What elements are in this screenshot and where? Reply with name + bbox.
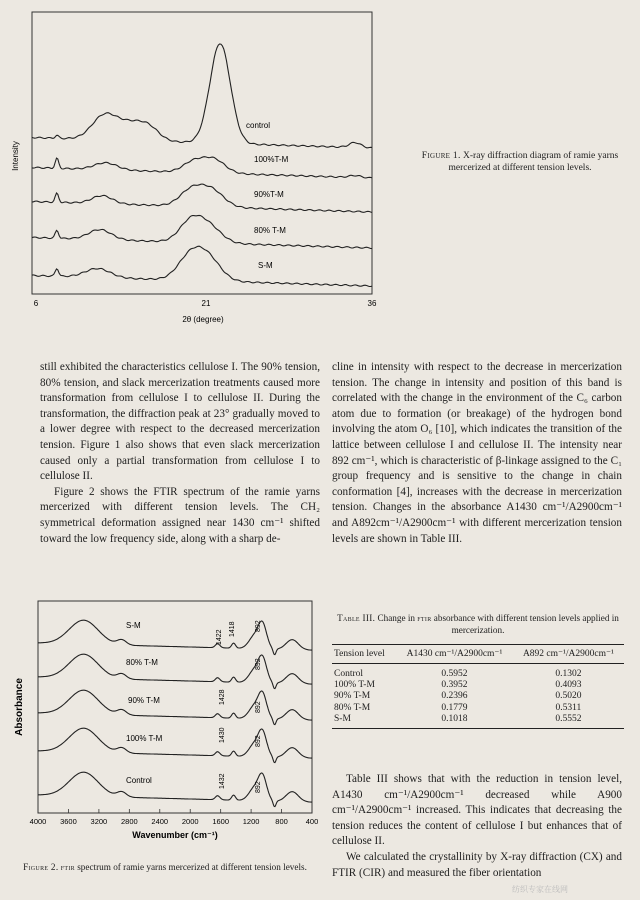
x-tick-label: 4000 — [29, 817, 47, 826]
xrd-curve — [32, 215, 372, 248]
figure-1-caption-text: X-ray diffraction diagram of ramie yarns mercerized at different tension levels. — [448, 151, 619, 173]
table-cell: 0.4093 — [555, 680, 582, 691]
ftir-peak-label: 1422 — [216, 629, 223, 645]
figure-1-caption-label: Figure 1. — [421, 151, 461, 161]
xrd-curve-label: 80% T-M — [254, 226, 286, 235]
table-3-caption-pre: Change in — [377, 613, 415, 623]
table-cell: S-M — [334, 713, 351, 724]
table-row — [332, 702, 624, 713]
ftir-x-ticks — [30, 809, 318, 826]
xrd-curve — [32, 246, 372, 286]
ftir-peak-labels — [216, 620, 262, 793]
ftir-curve — [38, 620, 312, 654]
figure-1-xrd-plot — [8, 6, 398, 346]
body-text-right-column-lower — [332, 772, 622, 881]
xrd-curve — [32, 44, 372, 148]
table-row — [332, 680, 624, 691]
x-tick-21: 21 — [201, 299, 211, 308]
ftir-curve-label: 90% T-M — [128, 696, 160, 705]
ftir-curve — [38, 654, 312, 688]
paragraph-left-2: Figure 2 shows the FTIR spectrum of the ramie yarns mercerized with different tension levels. The CH₂ symmetrical deformation assigned near 1430 cm⁻¹ shifted toward the low frequency side, along with a sharp de- — [40, 485, 320, 545]
ftir-curve-label: S-M — [126, 621, 141, 630]
table-cell: 0.5952 — [441, 669, 468, 679]
figure-1-xlabel: 2θ (degree) — [182, 315, 224, 324]
ftir-peak-label: 892 — [255, 620, 262, 632]
figure-2-caption-sc: ftir — [60, 862, 75, 872]
table-cell: 0.2396 — [441, 691, 468, 702]
table-cell: 0.5552 — [555, 713, 582, 724]
x-tick-label: 2000 — [181, 817, 199, 826]
xrd-curve — [32, 157, 372, 178]
table-cell: 0.5020 — [555, 691, 582, 702]
ftir-peak-label: 1428 — [219, 689, 226, 705]
x-tick-label: 1600 — [212, 817, 230, 826]
plot-frame — [32, 12, 372, 294]
table-cell: 0.3952 — [441, 680, 468, 691]
paragraph-right-2: Table III shows that with the reduction in tension level, A1430 cm⁻¹/A2900cm⁻¹ decreased while A900 cm⁻¹/A2900cm⁻¹ increased. This indicates that decreasing the tension reduces the content of cellulose I but enhances that of cellulose II. — [332, 773, 622, 848]
table-cell: 90% T-M — [334, 691, 371, 702]
ftir-peak-label: 892 — [255, 701, 262, 713]
ftir-curves — [38, 620, 312, 806]
plot-frame — [38, 601, 312, 813]
x-tick-label: 2800 — [120, 817, 138, 826]
x-tick-label: 400 — [305, 817, 318, 826]
ftir-peak-label: 1430 — [219, 727, 226, 743]
ftir-curve — [38, 772, 312, 806]
table-3 — [332, 644, 624, 729]
table-cell: 80% T-M — [334, 702, 371, 713]
paragraph-right-1: cline in intensity with respect to the decrease in mercerization tension. The change in intensity and position of this band is correlated with the change in the environment of the C₆ carbon atom due to formation (or breakage) of the hydrogen bond involving the atom O₆ [10], which indicates the transition of the lattice between cellulose I and cellulose II. The intensity near 892 cm⁻¹, which is characteristic of β-linkage assigned to the C₁ group frequency and is sensitive to the change in chain conformation [4], increases with the decrease in mercerization tension. Changes in the absorbance A1430 cm⁻¹/A2900cm⁻¹ and A892cm⁻¹/A2900cm⁻¹ with different mercerization tension levels are shown in Table III. — [332, 361, 622, 545]
ftir-peak-label: 892 — [255, 781, 262, 793]
ftir-curve — [38, 728, 312, 762]
table-3-caption-sc: ftir — [417, 613, 432, 623]
x-tick-label: 3600 — [60, 817, 77, 826]
body-text-left-column — [40, 360, 320, 547]
paragraph-left-1: still exhibited the characteristics cellulose I. The 90% tension, 80% tension, and slack mercerization treatments caused more transformation from cellulose I to cellulose II. During the transformation, the diffraction peak at 23° gradually moved to a lower degree with respect to the decreased mercerization tension. Figure 1 also shows that even slack mercerization caused only a partial transformation from cellulose I to cellulose II. — [40, 361, 320, 483]
watermark: 纺织专家在线网 — [512, 885, 568, 894]
table-3-caption-post: absorbance with different tension levels applied in mercerization. — [433, 613, 619, 635]
ftir-curve-label: Control — [126, 776, 152, 785]
xrd-curve-label: 90%T-M — [254, 190, 284, 199]
x-tick-36: 36 — [367, 299, 377, 308]
table-row — [332, 664, 624, 680]
figure-1-ylabel: Intensity — [11, 141, 20, 171]
table-cell: 0.1779 — [441, 702, 468, 713]
figure-2-ylabel: Absorbance — [14, 678, 25, 736]
xrd-curve-label: S-M — [258, 261, 273, 270]
figure-2-ftir-plot — [8, 595, 318, 850]
table-row — [332, 713, 624, 728]
figure-2-caption-label: Figure 2. — [23, 862, 59, 872]
table-header-a1430: A1430 cm⁻¹/A2900cm⁻¹ — [406, 649, 503, 659]
ftir-peak-label: 1432 — [219, 773, 226, 789]
xrd-curve-label: control — [246, 121, 271, 130]
figure-1-caption — [420, 150, 620, 174]
xrd-curves — [32, 44, 372, 287]
figure-2-xlabel: Wavenumber (cm⁻¹) — [132, 830, 218, 840]
figure-2-caption-text: spectrum of ramie yarns mercerized at different tension levels. — [77, 862, 307, 872]
table-cell: 100% T-M — [334, 680, 375, 691]
table-cell: 0.5311 — [555, 702, 582, 713]
xrd-curve-label: 100%T-M — [254, 155, 289, 164]
ftir-peak-label: 892 — [255, 735, 262, 747]
paragraph-right-3: We calculated the crystallinity by X-ray diffraction (CX) and FTIR (CIR) and measured the fiber orientation — [332, 850, 622, 879]
ftir-peak-label: 892 — [255, 658, 262, 670]
ftir-peak-label: 1418 — [229, 621, 236, 637]
body-text-right-column — [332, 360, 622, 547]
table-row — [332, 691, 624, 702]
x-tick-6: 6 — [33, 299, 39, 308]
table-cell: 0.1302 — [555, 669, 582, 679]
ftir-curve-label: 100% T-M — [126, 734, 163, 743]
table-header-row — [332, 645, 624, 664]
table-cell: Control — [334, 669, 364, 679]
table-header-a892: A892 cm⁻¹/A2900cm⁻¹ — [522, 649, 614, 659]
x-tick-label: 2400 — [151, 817, 169, 826]
xrd-curve — [32, 184, 372, 213]
figure-2-caption — [14, 862, 316, 874]
table-3-caption — [332, 612, 624, 636]
x-tick-label: 3200 — [90, 817, 108, 826]
ftir-curve-label: 80% T-M — [126, 658, 158, 667]
table-header-tension: Tension level — [334, 648, 385, 659]
ftir-curve — [38, 690, 312, 724]
table-cell: 0.1018 — [441, 713, 468, 724]
x-tick-label: 1200 — [242, 817, 260, 826]
table-3-caption-label: Table III. — [337, 613, 376, 623]
x-tick-label: 800 — [275, 817, 288, 826]
